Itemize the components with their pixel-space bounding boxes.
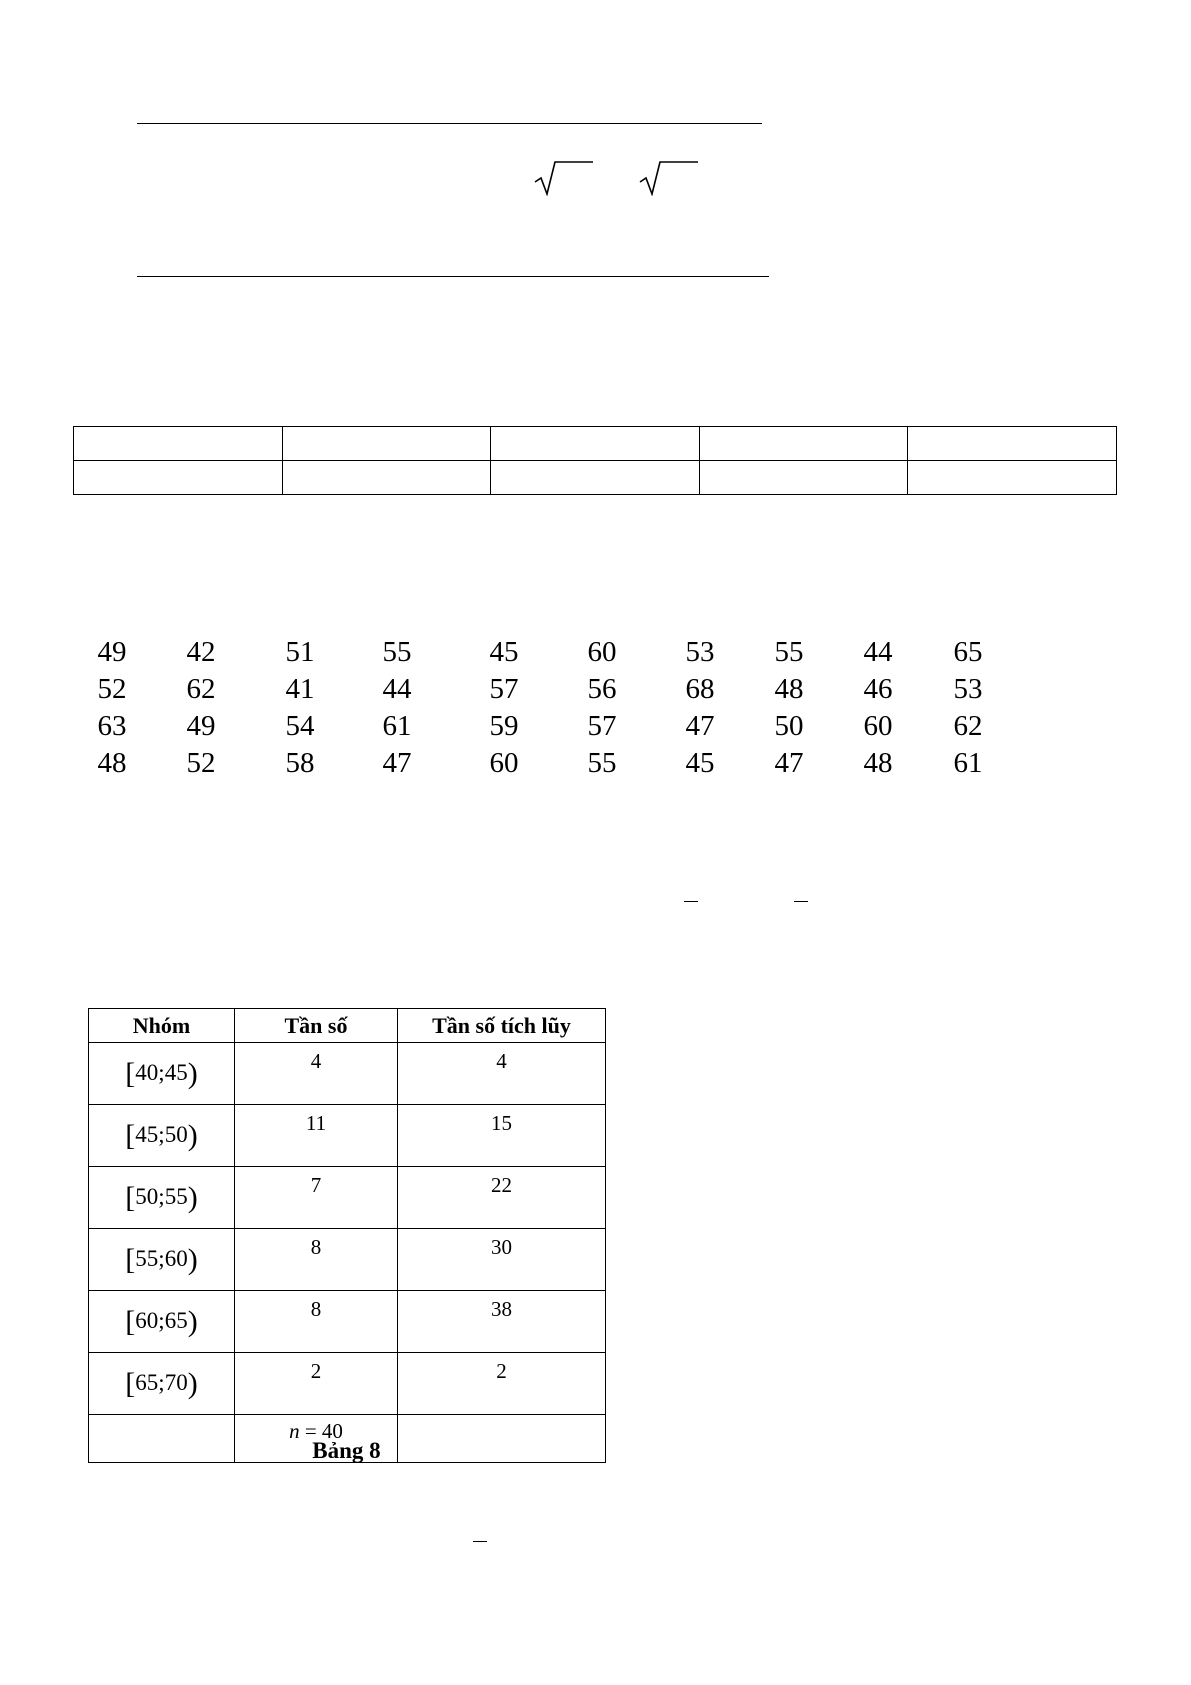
number-value: 48 [774,673,804,705]
table-cell [908,427,1117,461]
table-cell [282,461,491,495]
table-cell [699,427,908,461]
header-cumulative-frequency: Tần số tích lũy [398,1009,606,1043]
interval-open-bracket: [ [125,1056,136,1090]
number-row [96,745,1036,782]
cumulative-frequency-cell: 2 [398,1353,606,1415]
frequency-cell: 11 [235,1105,398,1167]
group-interval-cell [89,1105,235,1167]
table-cell [74,461,283,495]
interval-open-bracket: [ [125,1304,136,1338]
interval-upper: 60 [164,1245,188,1271]
number-value: 47 [685,710,715,742]
number-row [96,634,1036,671]
number-value: 45 [685,747,715,779]
number-value: 58 [285,747,315,779]
table-row [74,427,1117,461]
table-row [89,1043,606,1105]
number-value: 47 [382,747,412,779]
sqrt-symbol-2 [638,160,698,196]
interval-open-bracket: [ [125,1366,136,1400]
number-value: 60 [587,636,617,668]
interval-close-bracket: ) [187,1118,198,1152]
total-count-variable: n [289,1419,300,1443]
sqrt-symbol-1 [533,160,593,196]
number-value: 59 [489,710,519,742]
cumulative-frequency-cell: 15 [398,1105,606,1167]
number-value: 45 [489,636,519,668]
empty-grid-table [73,426,1117,495]
interval-close-bracket: ) [187,1304,198,1338]
top-rule-line [137,123,762,124]
total-count-value: 40 [321,1419,343,1443]
interval-separator: ; [158,1307,165,1333]
frequency-cell: 8 [235,1229,398,1291]
group-interval-cell [89,1043,235,1105]
table-row [89,1105,606,1167]
number-value: 61 [953,747,983,779]
number-value: 53 [685,636,715,668]
table-row [89,1229,606,1291]
number-row [96,708,1036,745]
number-value: 48 [97,747,127,779]
interval-separator: ; [158,1059,165,1085]
table-cell [908,461,1117,495]
number-value: 61 [382,710,412,742]
table-cell [491,461,700,495]
group-interval-cell [89,1353,235,1415]
number-value: 53 [953,673,983,705]
group-interval-cell [89,1229,235,1291]
interval-close-bracket: ) [187,1242,198,1276]
frequency-cell: 4 [235,1043,398,1105]
interval-lower: 65 [135,1369,159,1395]
data-number-grid [96,630,1036,790]
number-value: 55 [587,747,617,779]
number-value: 41 [285,673,315,705]
interval-upper: 55 [164,1183,188,1209]
number-value: 57 [587,710,617,742]
interval-lower: 40 [135,1059,159,1085]
number-value: 55 [774,636,804,668]
cumulative-frequency-cell: 30 [398,1229,606,1291]
header-frequency: Tần số [235,1009,398,1043]
table-header-row [89,1009,606,1043]
number-value: 49 [186,710,216,742]
table-cell [699,461,908,495]
cumulative-frequency-cell: 38 [398,1291,606,1353]
number-value: 47 [774,747,804,779]
number-value: 44 [863,636,893,668]
number-value: 65 [953,636,983,668]
interval-close-bracket: ) [187,1180,198,1214]
interval-lower: 60 [135,1307,159,1333]
interval-separator: ; [158,1369,165,1395]
frequency-cell: 2 [235,1353,398,1415]
number-value: 62 [186,673,216,705]
interval-upper: 65 [164,1307,188,1333]
interval-separator: ; [158,1245,165,1271]
interval-open-bracket: [ [125,1242,136,1276]
table-cell [491,427,700,461]
total-count-equals: = [299,1419,322,1443]
table-row [89,1291,606,1353]
frequency-cell: 7 [235,1167,398,1229]
interval-separator: ; [158,1183,165,1209]
interval-upper: 50 [164,1121,188,1147]
number-value: 50 [774,710,804,742]
table-cell [282,427,491,461]
group-interval-cell [89,1291,235,1353]
interval-close-bracket: ) [187,1056,198,1090]
number-value: 60 [489,747,519,779]
interval-separator: ; [158,1121,165,1147]
number-value: 49 [97,636,127,668]
interval-lower: 55 [135,1245,159,1271]
number-row [96,671,1036,708]
interval-lower: 45 [135,1121,159,1147]
overline-mark-3 [473,1541,487,1542]
number-value: 44 [382,673,412,705]
number-value: 68 [685,673,715,705]
interval-open-bracket: [ [125,1118,136,1152]
number-value: 56 [587,673,617,705]
frequency-table [88,1008,606,1463]
header-group: Nhóm [89,1009,235,1043]
number-value: 55 [382,636,412,668]
group-interval-cell [89,1167,235,1229]
table-row [74,461,1117,495]
table-caption: Bảng 8 [312,1438,381,1463]
table-cell [74,427,283,461]
interval-upper: 70 [164,1369,188,1395]
number-value: 63 [97,710,127,742]
interval-lower: 50 [135,1183,159,1209]
number-value: 51 [285,636,315,668]
number-value: 46 [863,673,893,705]
table-row [89,1353,606,1415]
number-value: 52 [186,747,216,779]
number-value: 57 [489,673,519,705]
number-value: 52 [97,673,127,705]
number-value: 60 [863,710,893,742]
interval-close-bracket: ) [187,1366,198,1400]
number-value: 62 [953,710,983,742]
second-rule-line [137,276,769,277]
overline-mark-1 [684,901,698,902]
cumulative-frequency-cell: 4 [398,1043,606,1105]
interval-upper: 45 [164,1059,188,1085]
cumulative-frequency-cell: 22 [398,1167,606,1229]
number-value: 42 [186,636,216,668]
number-value: 54 [285,710,315,742]
table-row [89,1167,606,1229]
overline-mark-2 [794,901,808,902]
number-value: 48 [863,747,893,779]
frequency-cell: 8 [235,1291,398,1353]
interval-open-bracket: [ [125,1180,136,1214]
